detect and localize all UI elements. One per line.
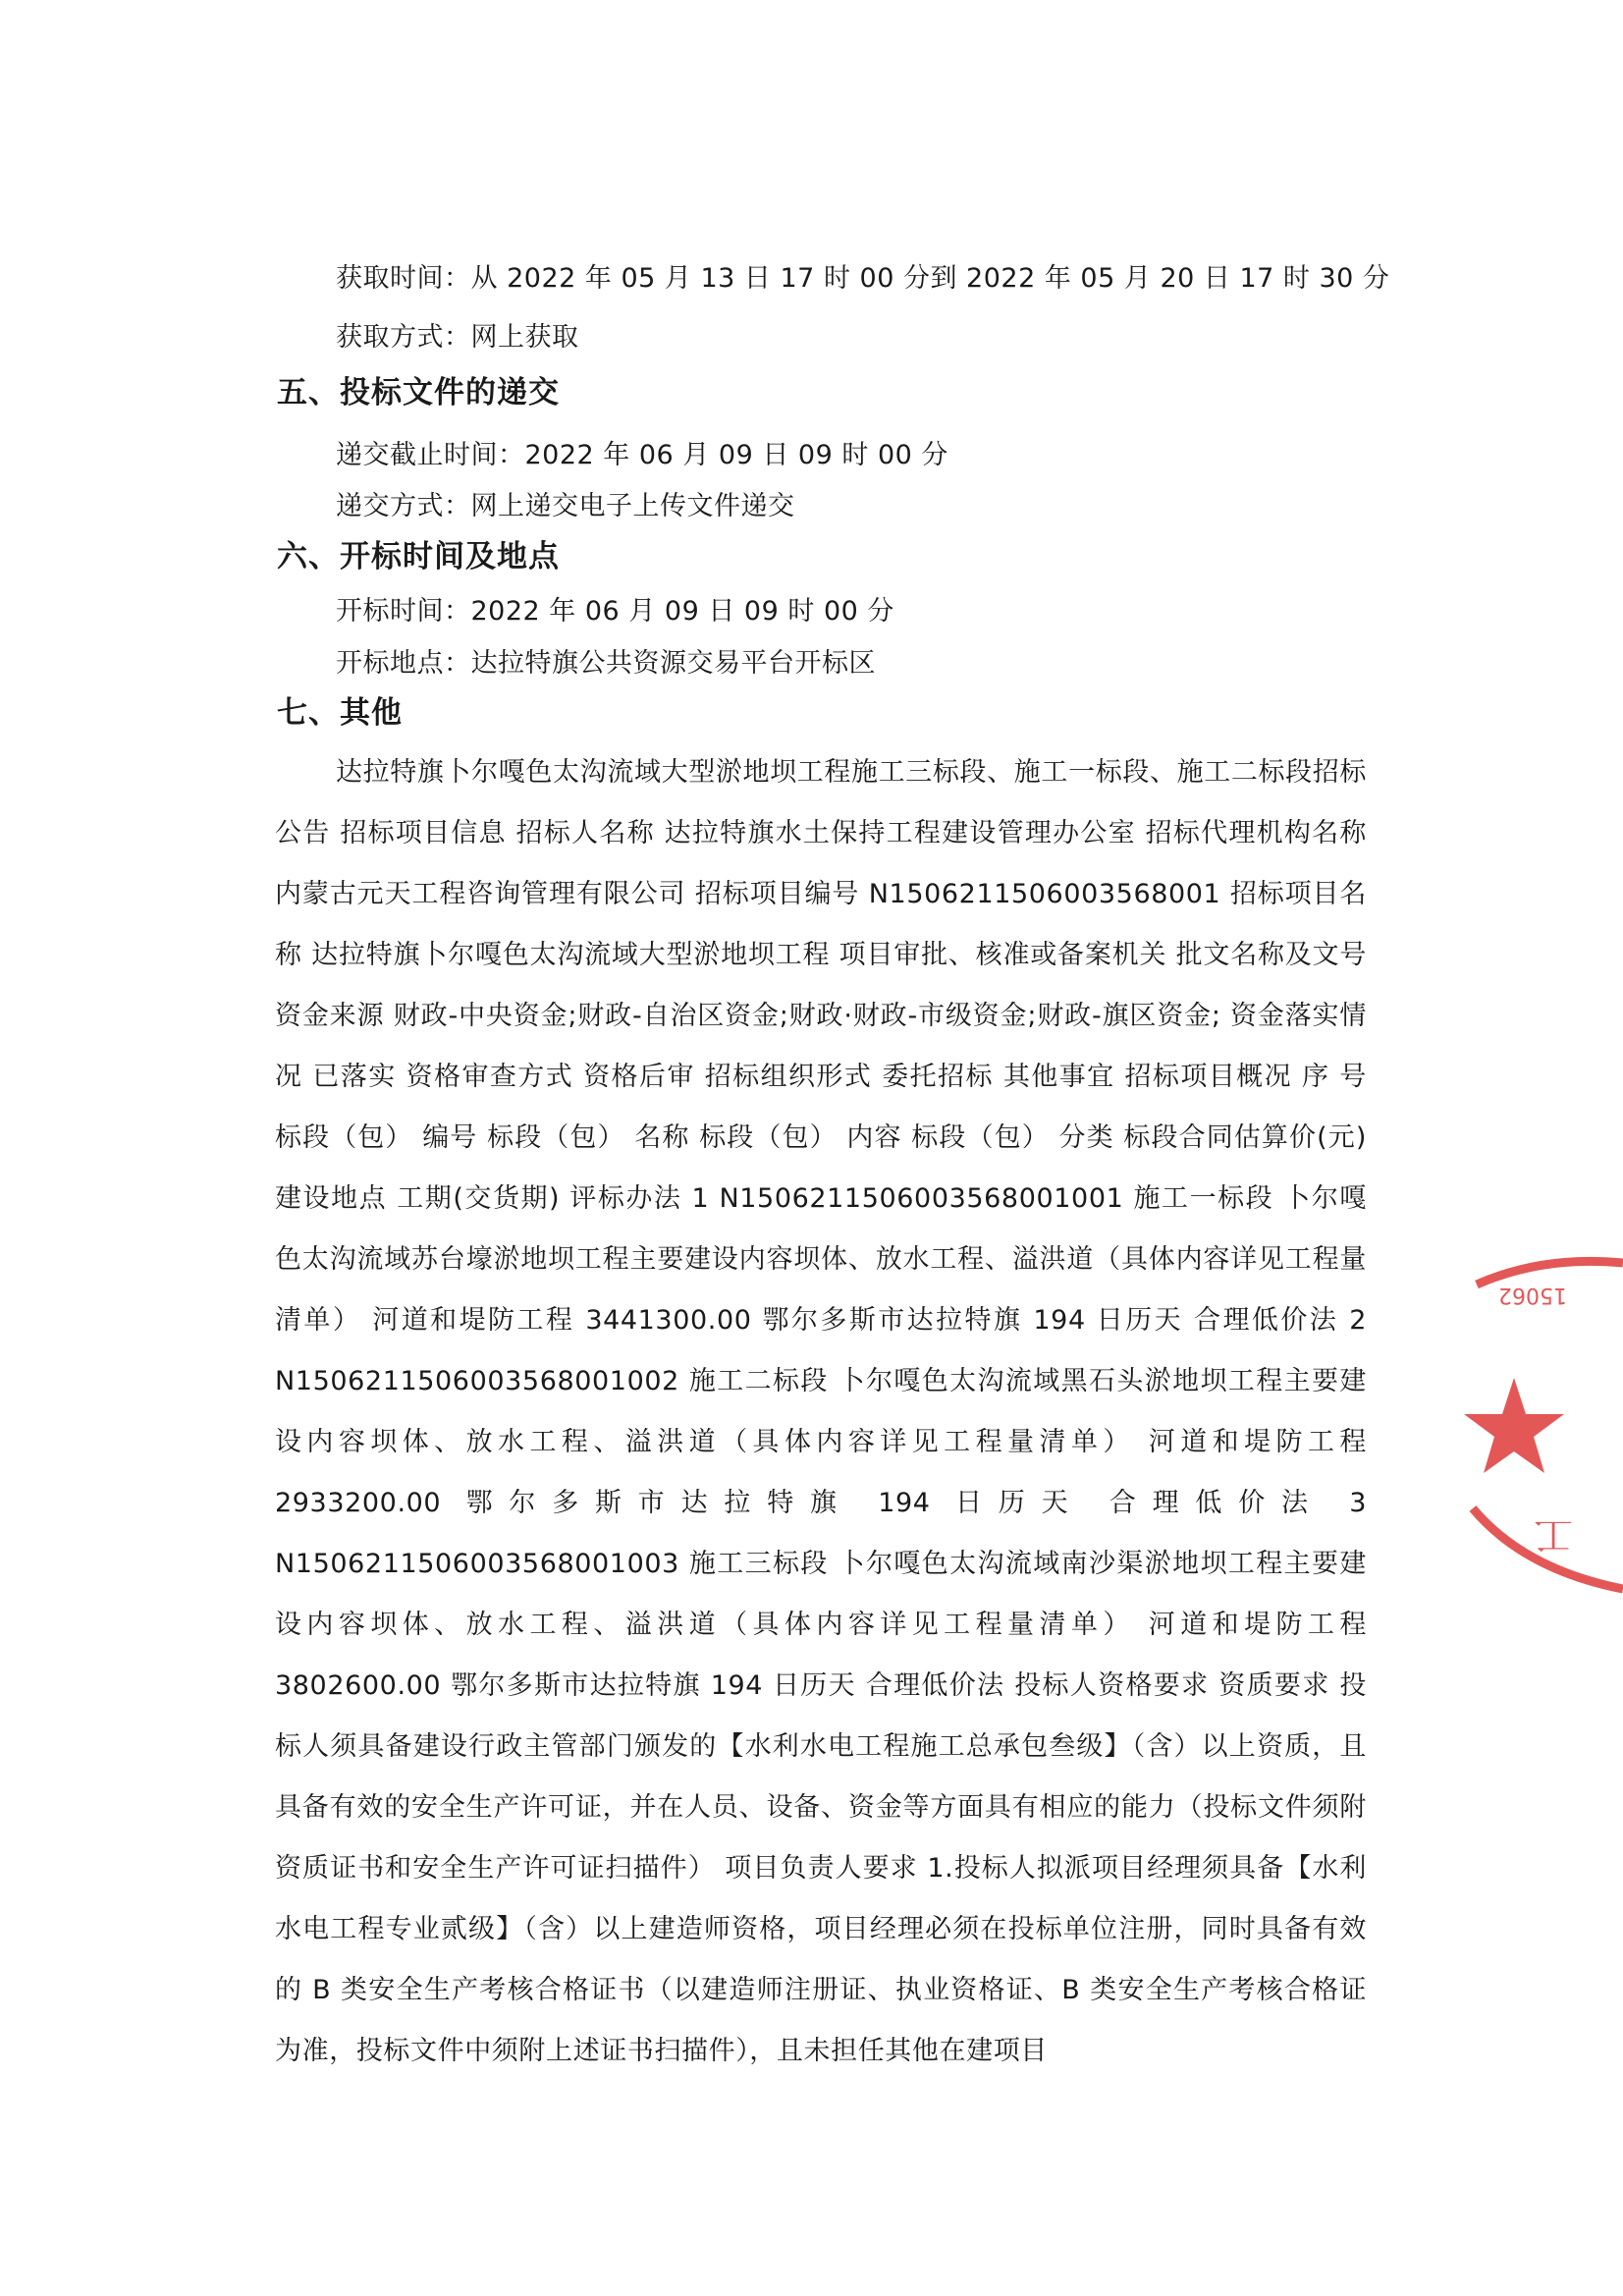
opening-place: 开标地点：达拉特旗公共资源交易平台开标区 (336, 648, 876, 679)
section5-heading: 五、投标文件的递交 (277, 375, 560, 410)
submit-method: 递交方式：网上递交电子上传文件递交 (336, 491, 795, 521)
section7-body: 达拉特旗卜尔嘎色太沟流域大型淤地坝工程施工三标段、施工一标段、施工二标段招标公告 招标项目信息 招标人名称 达拉特旗水土保持工程建设管理办公室 招标代理机构名称 内蒙古元天工程咨询管理有限公司 招标项目编号 N1506211506003568001 招标项目名称 达拉特旗卜尔嘎色太沟流域大型淤地坝工程 项目审批、核准或备案机关 批文名称及文号 资金来源 财政-中央资金;财政-自治区资金;财政·财政-市级资金;财政-旗区资金; 资金落实情况 已落实 资格审查方式 资格后审 招标组织形式 委托招标 其他事宜 招标项目概况 序 号 标段（包） 编号 标段（包） 名称 标段（包） 内容 标段（包） 分类 标段合同估算价(元) 建设地点 工期(交货期) 评标办法 1 N1506211506003568001001 施工一标段 卜尔嘎色太沟流域苏台壕淤地坝工程主要建设内容坝体、放水工程、溢洪道（具体内容详见工程量清单） 河道和堤防工程 3441300.00 鄂尔多斯市达拉特旗 194 日历天 合理低价法 2 N1506211506003568001002 施工二标段 卜尔嘎色太沟流域黑石头淤地坝工程主要建设内容坝体、放水工程、溢洪道（具体内容详见工程量清单） 河道和堤防工程 2933200.00 鄂尔多斯市达拉特旗 194 日历天 合理低价法 3 N1506211506003568001003 施工三标段 卜尔嘎色太沟流域南沙渠淤地坝工程主要建设内容坝体、放水工程、溢洪道（具体内容详见工程量清单） 河道和堤防工程 3802600.00 鄂尔多斯市达拉特旗 194 日历天 合理低价法 投标人资格要求 资质要求 投标人须具备建设行政主管部门颁发的【水利水电工程施工总承包叁级】（含）以上资质，且具备有效的安全生产许可证，并在人员、设备、资金等方面具有相应的能力（投标文件须附资质证书和安全生产许可证扫描件） 项目负责人要求 1.投标人拟派项目经理须具备【水利水电工程专业贰级】（含）以上建造师资格，项目经理必须在投标单位注册，同时具备有效的 B 类安全生产考核合格证书（以建造师注册证、执业资格证、B 类安全生产考核合格证为准，投标文件中须附上述证书扫描件），且未担任其他在建项目 (275, 757, 1367, 2066)
seal-arc-text: 15062 (1498, 1283, 1567, 1307)
section6-heading: 六、开标时间及地点 (277, 539, 560, 574)
official-seal-fragment (1455, 1245, 1623, 1618)
submit-deadline: 递交截止时间：2022 年 06 月 09 日 09 时 00 分 (336, 440, 948, 470)
acquire-time: 获取时间：从 2022 年 05 月 13 日 17 时 00 分到 2022 年 05 月 20 日 17 时 30 分 (336, 263, 1390, 294)
opening-time: 开标时间：2022 年 06 月 09 日 09 时 00 分 (336, 596, 894, 627)
acquire-method: 获取方式：网上获取 (336, 322, 579, 353)
seal-stamp-icon (1455, 1245, 1623, 1618)
seal-bottom-text: 工 (1534, 1512, 1573, 1558)
seal-star-icon (1464, 1378, 1564, 1473)
section7-heading: 七、其他 (277, 695, 403, 731)
